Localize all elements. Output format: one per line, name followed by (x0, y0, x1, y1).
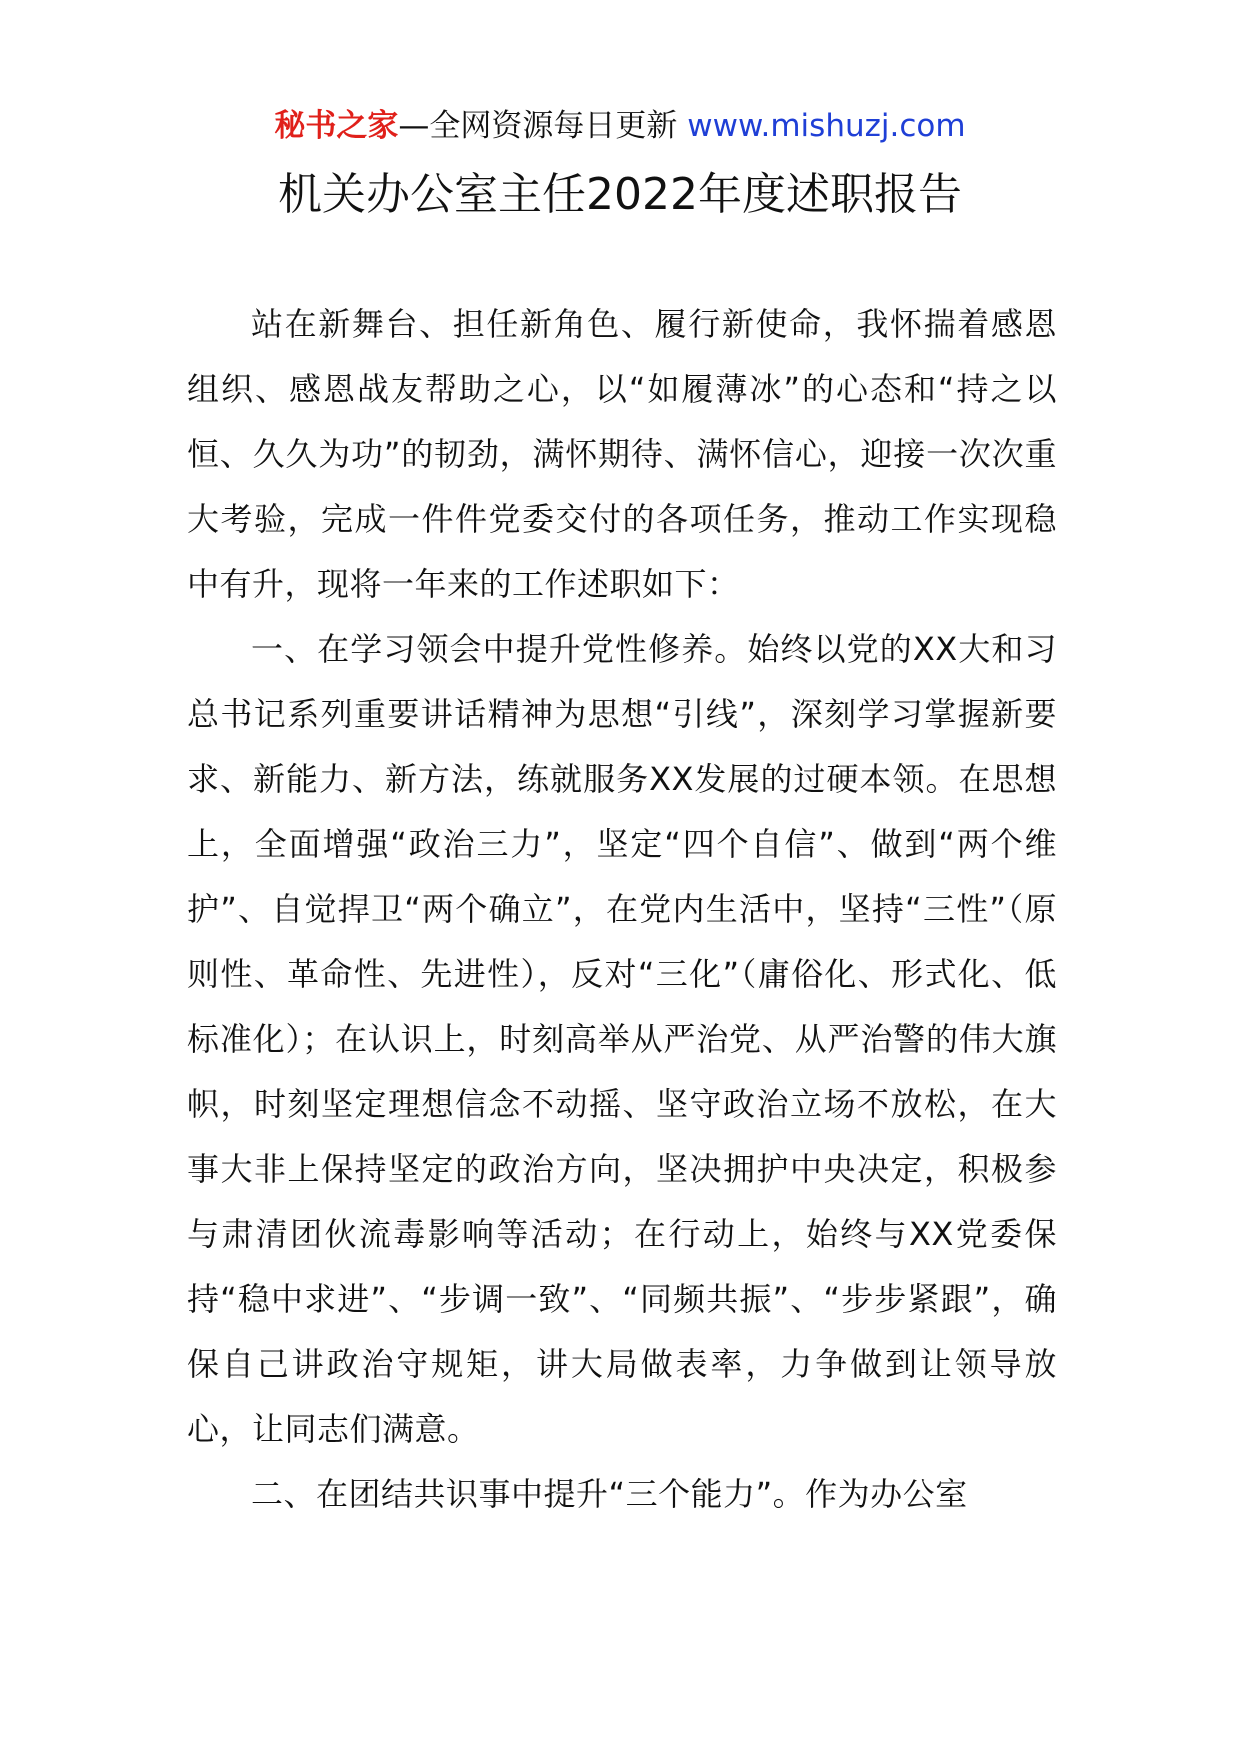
paragraph-section-one: 一、在学习领会中提升党性修养。始终以党的XX大和习总书记系列重要讲话精神为思想“引线”，深刻学习掌握新要求、新能力、新方法，练就服务XX发展的过硬本领。在思想上，全面增强“政治三力”，坚定“四个自信”、做到“两个维护”、自觉捍卫“两个确立”，在党内生活中，坚持“三性”（原则性、革命性、先进性），反对“三化”（庸俗化、形式化、低标准化）；在认识上，时刻高举从严治党、从严治警的伟大旗帜，时刻坚定理想信念不动摇、坚守政治立场不放松，在大事大非上保持坚定的政治方向，坚决拥护中央决定，积极参与肃清团伙流毒影响等活动；在行动上，始终与XX党委保持“稳中求进”、“步调一致”、“同频共振”、“步步紧跟”，确保自己讲政治守规矩，讲大局做表率，力争做到让领导放心，让同志们满意。 (187, 630, 1057, 1448)
brand-name: 秘书之家 (274, 108, 399, 144)
site-banner (0, 104, 1240, 148)
site-url-link[interactable]: www.mishuzj.com (687, 108, 966, 144)
paragraph-intro: 站在新舞台、担任新角色、履行新使命，我怀揣着感恩组织、感恩战友帮助之心，以“如履薄冰”的心态和“持之以恒、久久为功”的韧劲，满怀期待、满怀信心，迎接一次次重大考验，完成一件件党委交付的各项任务，推动工作实现稳中有升，现将一年来的工作述职如下： (187, 305, 1057, 603)
document-body (187, 292, 1057, 1527)
paragraph-section-two: 二、在团结共识事中提升“三个能力”。作为办公室 (251, 1475, 968, 1513)
banner-slogan: —全网资源每日更新 (398, 108, 678, 144)
document-title: 机关办公室主任2022年度述职报告 (278, 169, 962, 220)
